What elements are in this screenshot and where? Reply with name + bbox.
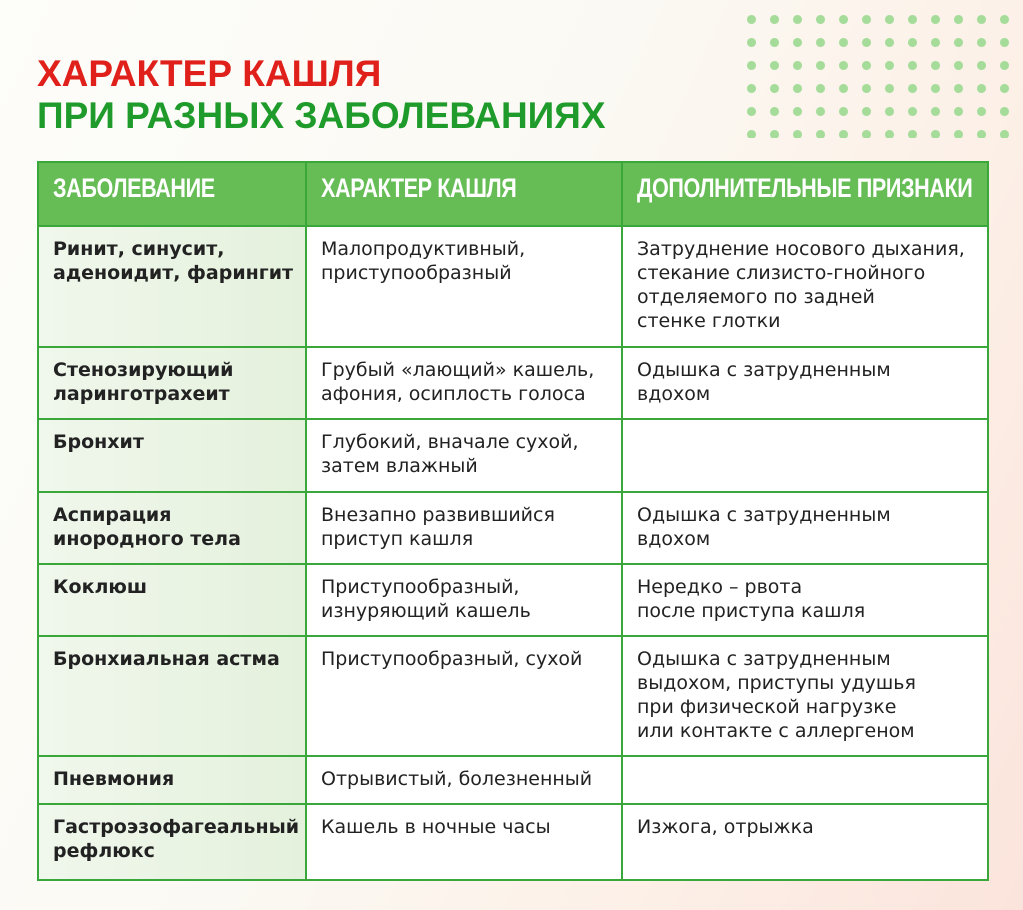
- cell-text-line: инородного тела: [53, 528, 241, 550]
- cell-text-line: Аспирация: [53, 504, 172, 526]
- table-row: [38, 226, 988, 347]
- cell-text-line: Малопродуктивный,: [321, 238, 526, 260]
- additional-signs-cell: [622, 226, 988, 347]
- cough-character-cell: [306, 756, 622, 804]
- table-row: [38, 419, 988, 492]
- cell-text-line: приступ кашля: [321, 528, 474, 550]
- cell-text-line: Одышка с затрудненным: [637, 648, 891, 670]
- cell-text-line: Одышка с затрудненным: [637, 504, 891, 526]
- decorative-dots-pattern: [740, 8, 1015, 138]
- additional-signs-cell: [622, 804, 988, 880]
- cough-character-cell: [306, 226, 622, 347]
- cough-character-cell: [306, 347, 622, 419]
- cough-characteristics-table: [37, 161, 989, 881]
- disease-cell: [38, 804, 306, 880]
- cell-text-line: затем влажный: [321, 455, 478, 477]
- header-cough-character: ХАРАКТЕР КАШЛЯ: [306, 162, 622, 226]
- cell-text-line: стекание слизисто-гнойного: [637, 262, 926, 284]
- cell-text-line: Кашель в ночные часы: [321, 816, 551, 838]
- cell-text-line: Затруднение носового дыхания,: [637, 238, 965, 260]
- cell-text-line: изнуряющий кашель: [321, 600, 531, 622]
- table-row: [38, 492, 988, 564]
- cough-character-cell: [306, 804, 622, 880]
- cough-character-cell: [306, 564, 622, 636]
- table-row: [38, 804, 988, 880]
- cell-text-line: Нередко – рвота: [637, 576, 803, 598]
- cell-text-line: Изжога, отрыжка: [637, 816, 814, 838]
- cough-character-cell: [306, 492, 622, 564]
- cell-text-line: приступообразный: [321, 262, 512, 284]
- cell-text-line: Пневмония: [53, 768, 175, 790]
- disease-cell: [38, 564, 306, 636]
- cell-text-line: рефлюкс: [53, 840, 155, 862]
- disease-cell: [38, 419, 306, 492]
- additional-signs-cell: [622, 756, 988, 804]
- cell-text-line: Гастроэзофагеальный: [53, 816, 300, 838]
- additional-signs-cell: [622, 419, 988, 492]
- header-disease: ЗАБОЛЕВАНИЕ: [38, 162, 306, 226]
- cell-text-line: Приступообразный, сухой: [321, 648, 583, 670]
- disease-cell: [38, 226, 306, 347]
- cell-text-line: ларинготрахеит: [53, 383, 230, 405]
- disease-cell: [38, 756, 306, 804]
- cell-text-line: вдохом: [637, 528, 711, 550]
- table-header-row: [38, 162, 988, 226]
- additional-signs-cell: [622, 492, 988, 564]
- cell-text-line: стенке глотки: [637, 310, 781, 332]
- cell-text-line: выдохом, приступы удушья: [637, 672, 916, 694]
- cell-text-line: Приступообразный,: [321, 576, 520, 598]
- cell-text-line: Бронхит: [53, 431, 144, 453]
- cell-text-line: Бронхиальная астма: [53, 648, 280, 670]
- cough-character-cell: [306, 636, 622, 756]
- cell-text-line: аденоидит, фарингит: [53, 262, 294, 284]
- table-row: [38, 347, 988, 419]
- disease-cell: [38, 347, 306, 419]
- cough-character-cell: [306, 419, 622, 492]
- cell-text-line: при физической нагрузке: [637, 696, 897, 718]
- cell-text-line: после приступа кашля: [637, 600, 866, 622]
- cell-text-line: Внезапно развившийся: [321, 504, 555, 526]
- additional-signs-cell: [622, 347, 988, 419]
- cell-text-line: Коклюш: [53, 576, 148, 598]
- cell-text-line: или контакте с аллергеном: [637, 720, 915, 742]
- title-line-1: ХАРАКТЕР КАШЛЯ: [37, 53, 382, 94]
- cell-text-line: Отрывистый, болезненный: [321, 768, 593, 790]
- disease-cell: [38, 492, 306, 564]
- table-row: [38, 756, 988, 804]
- additional-signs-cell: [622, 564, 988, 636]
- cell-text-line: Грубый «лающий» кашель,: [321, 359, 595, 381]
- cell-text-line: отделяемого по задней: [637, 286, 875, 308]
- table-row: [38, 564, 988, 636]
- cell-text-line: Стенозирующий: [53, 359, 234, 381]
- cell-text-line: афония, осиплость голоса: [321, 383, 586, 405]
- title-line-2: ПРИ РАЗНЫХ ЗАБОЛЕВАНИЯХ: [37, 95, 606, 136]
- cell-text-line: Одышка с затрудненным: [637, 359, 891, 381]
- disease-cell: [38, 636, 306, 756]
- cell-text-line: Глубокий, вначале сухой,: [321, 431, 579, 453]
- cell-text-line: вдохом: [637, 383, 711, 405]
- additional-signs-cell: [622, 636, 988, 756]
- table-row: [38, 636, 988, 756]
- header-additional-signs: ДОПОЛНИТЕЛЬНЫЕ ПРИЗНАКИ: [622, 162, 988, 226]
- cell-text-line: Ринит, синусит,: [53, 238, 225, 260]
